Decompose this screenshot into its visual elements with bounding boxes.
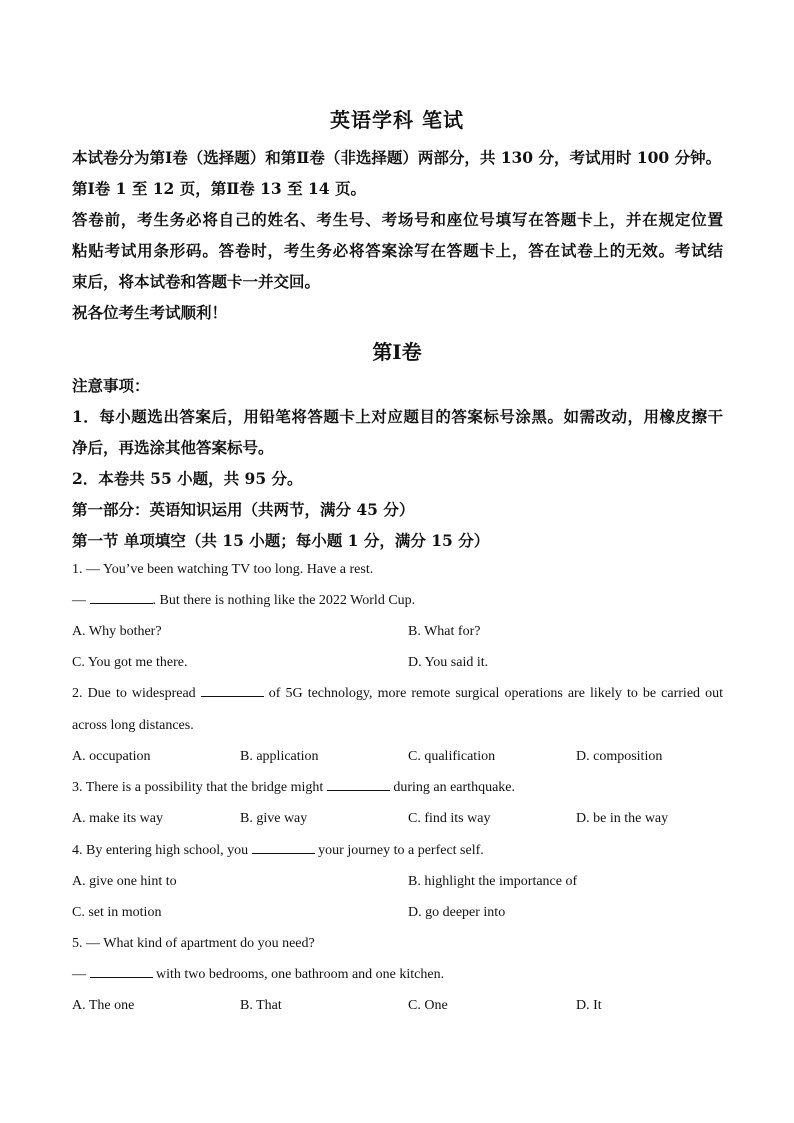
q2-stem-b: of 5G technology, more remote surgical operations are likely to be carried out [263, 686, 723, 701]
q1-option-a: A. Why bother? [72, 624, 162, 639]
q2-stem [72, 686, 723, 702]
q5-reply-prefix: — [72, 967, 90, 982]
q5-reply-suffix: with two bedrooms, one bathroom and one kitchen. [152, 967, 445, 982]
q5-option-b: B. That [240, 998, 282, 1013]
intro-line-5: 束后，将本试卷和答题卡一并交回。 [72, 272, 321, 291]
q2-option-c: C. qualification [408, 749, 496, 764]
q1-stem: 1. — You’ve been watching TV too long. Have a rest. [72, 562, 374, 577]
q2-option-d: D. composition [576, 749, 663, 764]
note-item-2: 2．本卷共 55 小题，共 95 分。 [72, 469, 303, 488]
q3-option-d: D. be in the way [576, 811, 669, 826]
section-heading: 第一节 单项填空（共 15 小题；每小题 1 分，满分 15 分） [72, 531, 490, 550]
answer-blank [201, 695, 264, 697]
intro-line-3: 答卷前，考生务必将自己的姓名、考生号、考场号和座位号填写在答题卡上，并在规定位置 [72, 210, 723, 229]
q3-option-c: C. find its way [408, 811, 491, 826]
q4-stem-b: your journey to a perfect self. [314, 843, 484, 858]
answer-blank [327, 789, 390, 791]
q1-option-b: B. What for? [408, 624, 481, 639]
q4-stem [72, 843, 484, 859]
q3-stem-a: 3. There is a possibility that the bridge might [72, 780, 327, 795]
q5-stem: 5. — What kind of apartment do you need? [72, 936, 315, 951]
q4-option-b: B. highlight the importance of [408, 874, 578, 889]
note-item-1-cont: 净后，再选涂其他答案标号。 [72, 438, 274, 457]
intro-line-4: 粘贴考试用条形码。答卷时，考生务必将答案涂写在答题卡上，答在试卷上的无效。考试结 [72, 241, 723, 260]
q4-option-c: C. set in motion [72, 905, 162, 920]
q5-option-c: C. One [408, 998, 448, 1013]
q2-stem-cont: across long distances. [72, 718, 194, 733]
q3-stem [72, 780, 515, 796]
q1-reply-suffix: . But there is nothing like the 2022 World Cup. [152, 593, 416, 608]
q3-option-a: A. make its way [72, 811, 163, 826]
intro-line-6: 祝各位考生考试顺利！ [72, 303, 228, 322]
q3-stem-b: during an earthquake. [389, 780, 516, 795]
q1-reply [72, 593, 415, 609]
q4-stem-a: 4. By entering high school, you [72, 843, 252, 858]
q1-option-d: D. You said it. [408, 655, 489, 670]
answer-blank [252, 852, 315, 854]
q1-option-c: C. You got me there. [72, 655, 188, 670]
q4-option-d: D. go deeper into [408, 905, 506, 920]
q5-reply [72, 967, 444, 983]
q2-option-b: B. application [240, 749, 319, 764]
answer-blank [90, 976, 153, 978]
q2-stem-a: 2. Due to widespread [72, 686, 201, 701]
q3-option-b: B. give way [240, 811, 308, 826]
note-item-1: 1．每小题选出答案后，用铅笔将答题卡上对应题目的答案标号涂黑。如需改动，用橡皮擦干 [72, 407, 723, 426]
q1-reply-prefix: — [72, 593, 90, 608]
intro-line-2: 第Ⅰ卷 1 至 12 页，第Ⅱ卷 13 至 14 页。 [72, 179, 366, 198]
part-heading: 第一部分：英语知识运用（共两节，满分 45 分） [72, 500, 415, 519]
q5-option-a: A. The one [72, 998, 135, 1013]
intro-line-1: 本试卷分为第Ⅰ卷（选择题）和第Ⅱ卷（非选择题）两部分，共 130 分，考试用时 100 分钟。 [72, 148, 722, 167]
q5-option-d: D. It [576, 998, 602, 1013]
q2-option-a: A. occupation [72, 749, 151, 764]
answer-blank [90, 602, 153, 604]
q4-option-a: A. give one hint to [72, 874, 177, 889]
page-title: 英语学科 笔试 [330, 108, 464, 132]
section-title: 第Ⅰ卷 [372, 340, 422, 364]
notes-heading: 注意事项： [72, 376, 150, 395]
